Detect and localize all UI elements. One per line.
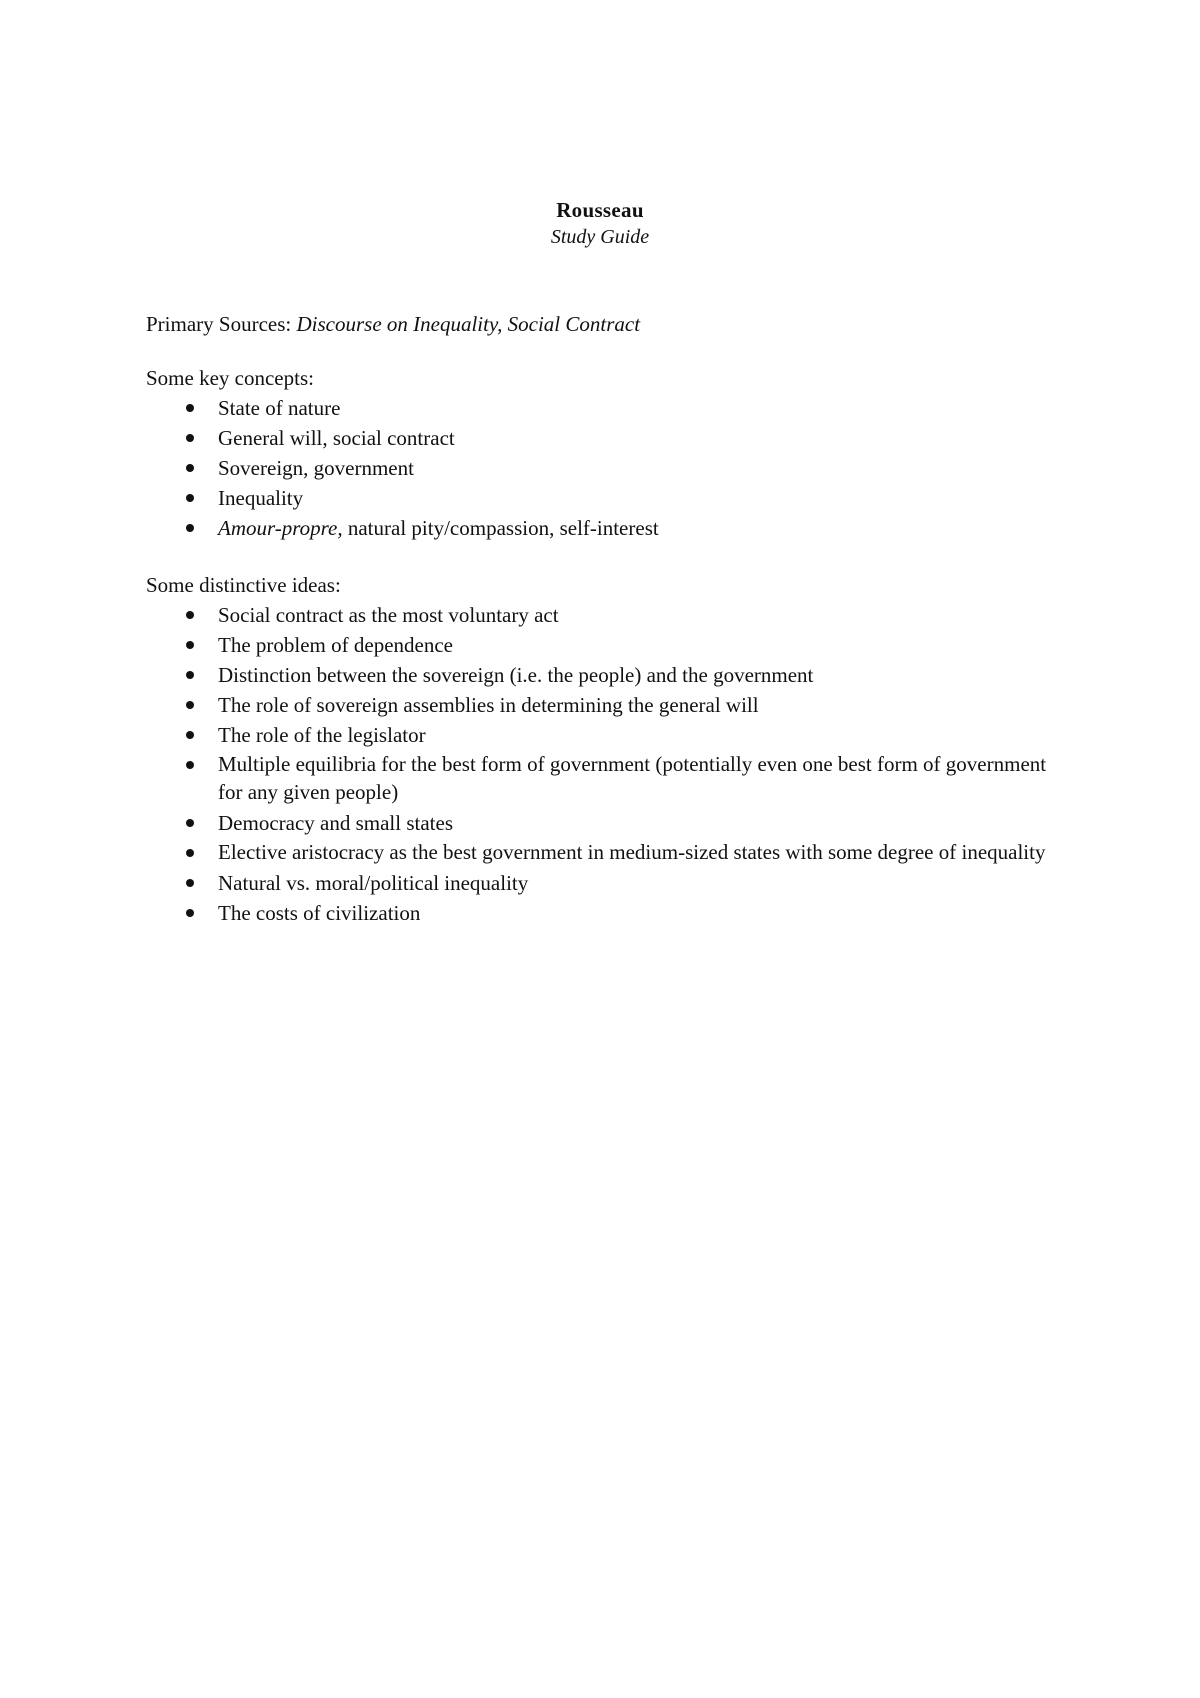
list-item [146,483,1106,513]
list-item [146,720,1106,750]
primary-sources-works: Discourse on Inequality, Social Contract [296,312,641,336]
primary-sources-label: Primary Sources: [146,312,292,336]
list-item [146,750,1106,808]
list-item-text: Elective aristocracy as the best government in medium-sized states with some degree of inequality [218,840,1046,864]
key-concepts-list [146,393,1106,543]
primary-sources-line [146,309,1106,339]
distinctive-ideas-section [146,570,1106,928]
list-item [146,600,1106,630]
bullet-icon [186,849,194,857]
distinctive-ideas-list [146,600,1106,928]
list-item-text: natural pity/compassion, self-interest [347,516,659,540]
list-item [146,630,1106,660]
bullet-icon [186,909,194,917]
bullet-icon [186,611,194,619]
list-item-text: Multiple equilibria for the best form of government (potentially even one best form of government for any given people) [218,752,1047,804]
bullet-icon [186,434,194,442]
list-item-text: Natural vs. moral/political inequality [218,871,529,895]
distinctive-ideas-heading: Some distinctive ideas: [146,573,341,597]
list-item [146,513,1106,543]
list-item-text: Democracy and small states [218,811,453,835]
list-item [146,423,1106,453]
list-item-text: General will, social contract [218,426,455,450]
bullet-icon [186,671,194,679]
list-item [146,660,1106,690]
bullet-icon [186,524,194,532]
bullet-icon [186,641,194,649]
list-item-text: Inequality [218,486,304,510]
bullet-icon [186,761,194,769]
list-item-italic: Amour-propre, [218,516,343,540]
list-item [146,868,1106,898]
list-item [146,808,1106,838]
list-item-text: Sovereign, government [218,456,414,480]
list-item-text: The costs of civilization [218,901,421,925]
key-concepts-section [146,363,1106,543]
bullet-icon [186,464,194,472]
bullet-icon [186,701,194,709]
list-item [146,838,1106,868]
list-item-text: Social contract as the most voluntary act [218,603,559,627]
list-item-text: The role of sovereign assemblies in determining the general will [218,693,759,717]
list-item-text: The problem of dependence [218,633,453,657]
key-concepts-heading: Some key concepts: [146,366,314,390]
list-item [146,453,1106,483]
list-item [146,690,1106,720]
bullet-icon [186,494,194,502]
bullet-icon [186,879,194,887]
list-item-text: The role of the legislator [218,723,426,747]
bullet-icon [186,731,194,739]
list-item [146,393,1106,423]
document-title: Rousseau [556,198,644,222]
list-item-text: Distinction between the sovereign (i.e. the people) and the government [218,663,814,687]
document-subtitle: Study Guide [550,226,650,248]
bullet-icon [186,404,194,412]
bullet-icon [186,819,194,827]
list-item-text: State of nature [218,396,341,420]
list-item [146,898,1106,928]
